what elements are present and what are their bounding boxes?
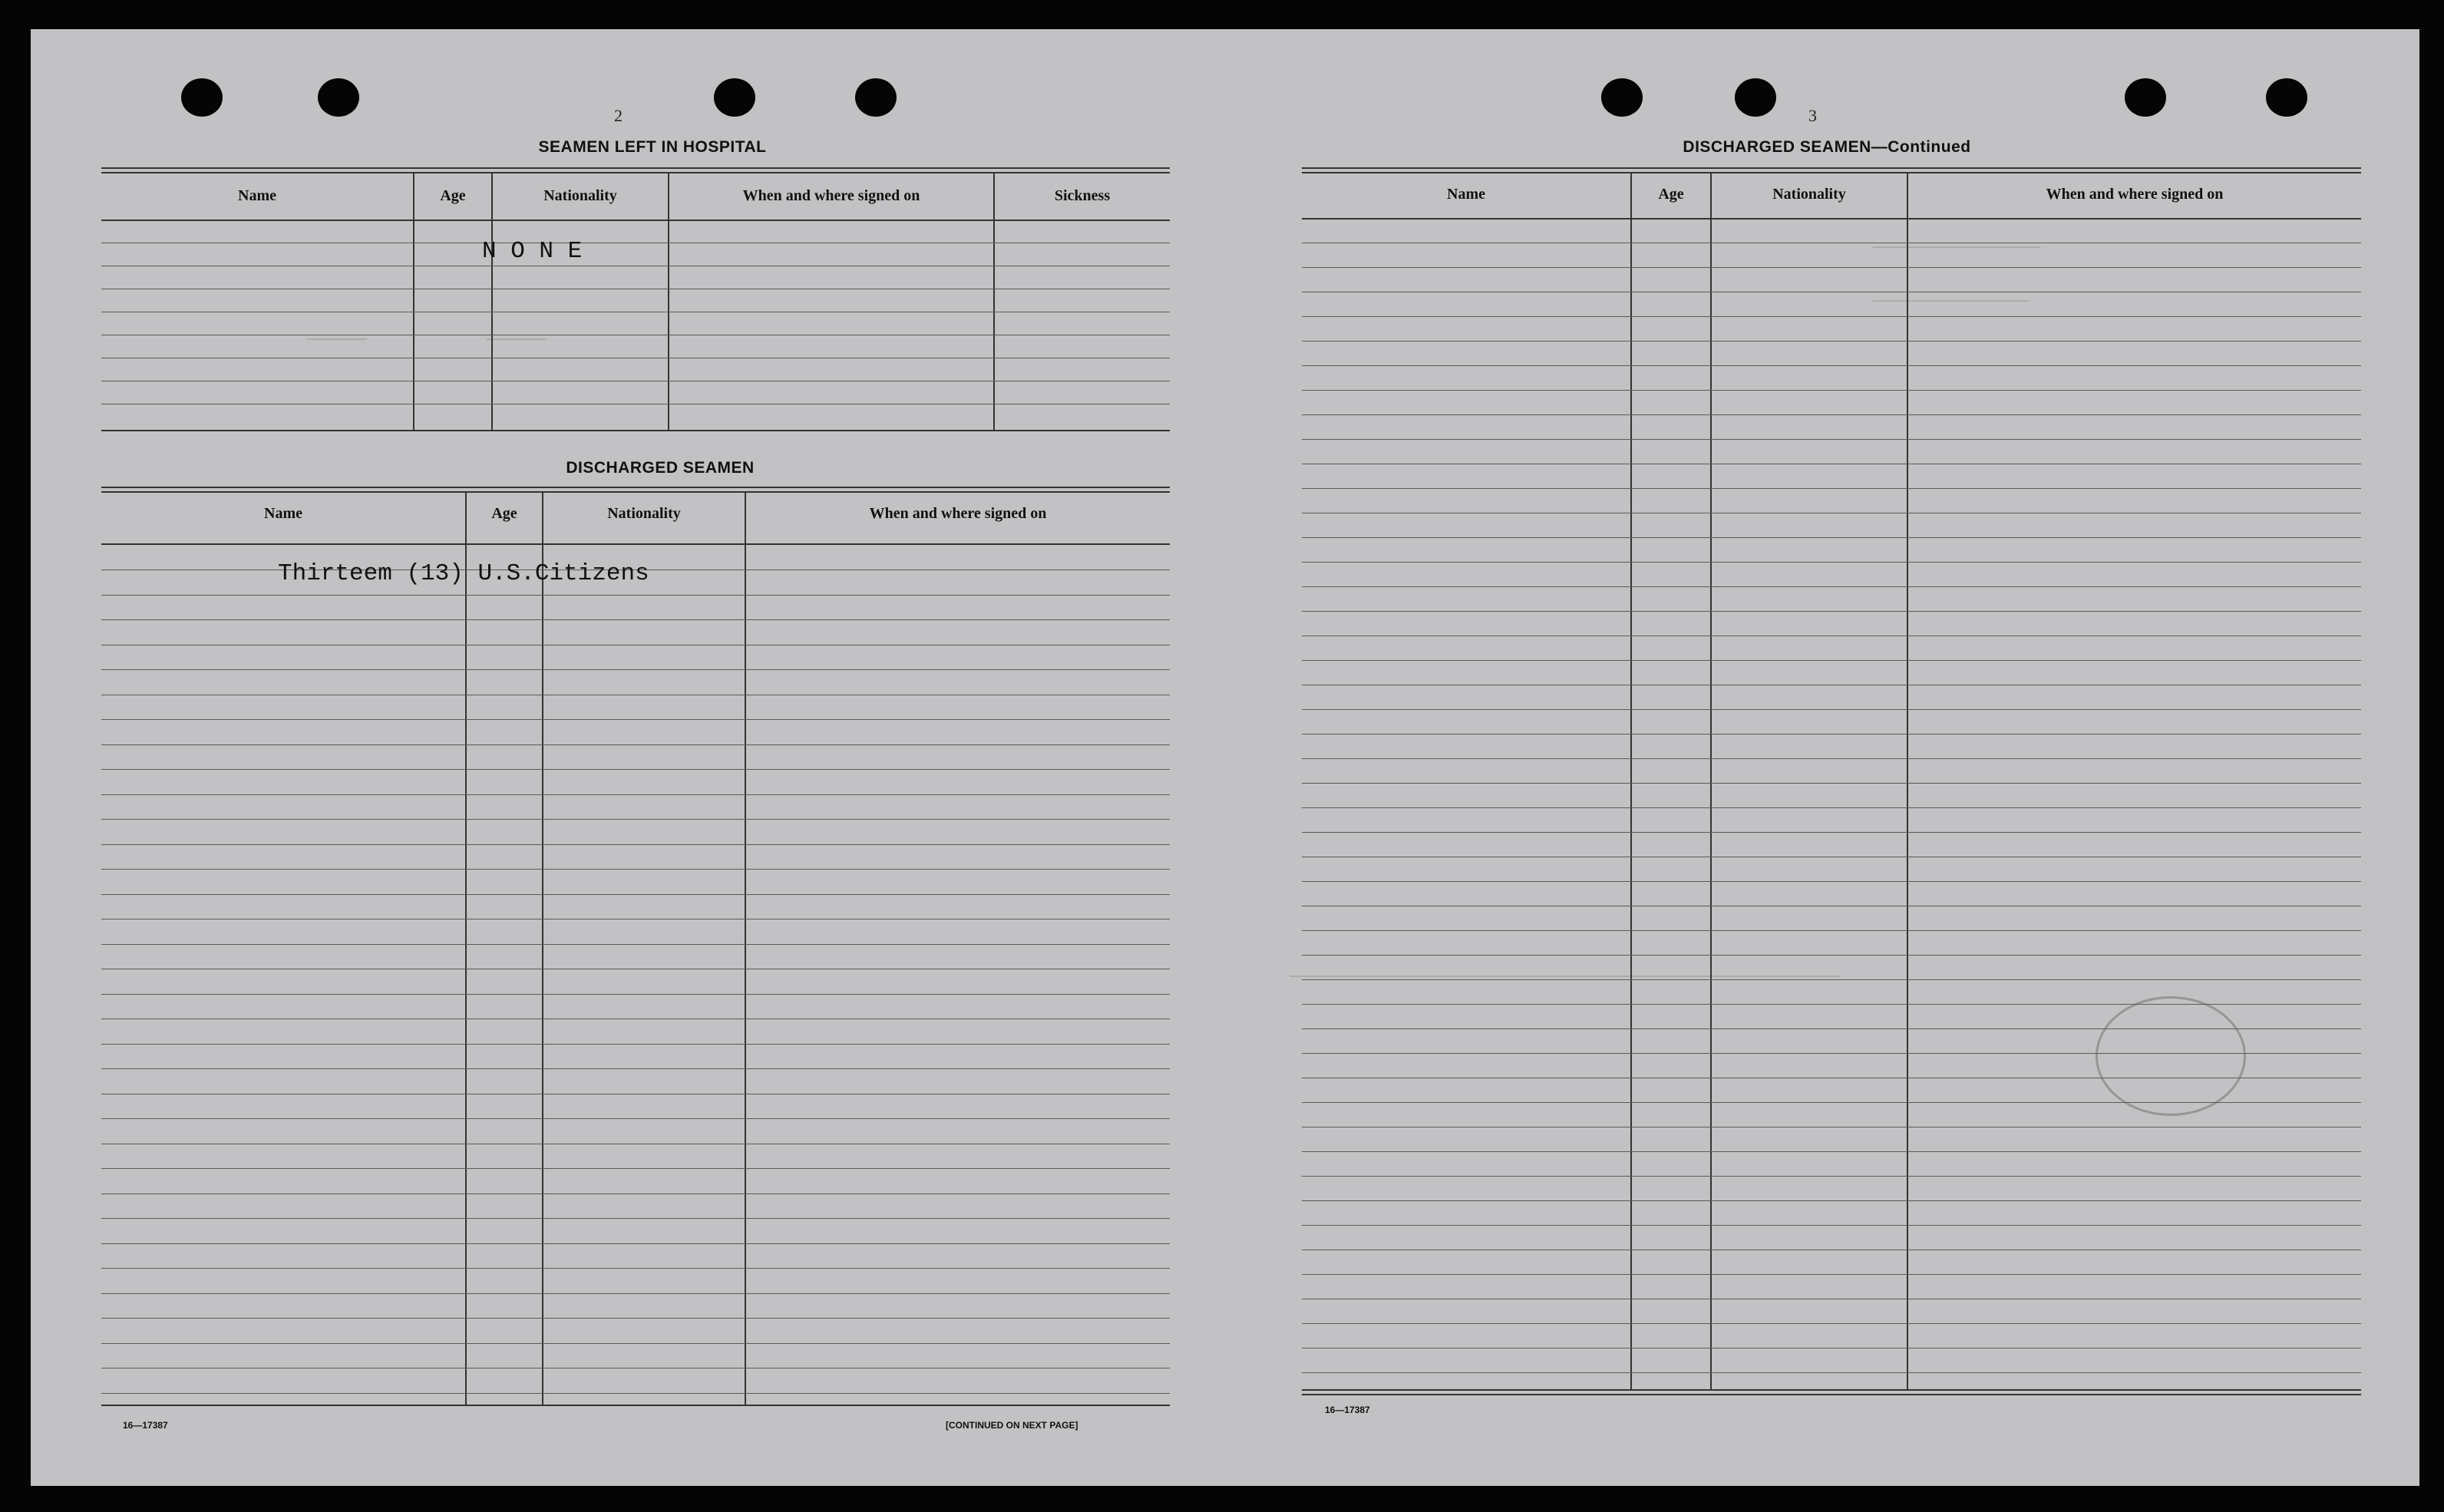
continued-table-top-rule <box>1302 172 2361 173</box>
ruled-line <box>1302 316 2361 317</box>
ruled-line <box>101 1393 1170 1394</box>
ruled-line <box>1302 488 2361 489</box>
ruled-line <box>101 1068 1170 1069</box>
punch-hole <box>714 78 755 117</box>
ruled-line <box>1302 1274 2361 1275</box>
ruled-line <box>101 1343 1170 1344</box>
continued-col-signed-on: When and where signed on <box>2046 186 2224 203</box>
ruled-line <box>1302 1053 2361 1054</box>
ruled-line <box>101 894 1170 895</box>
ruled-line <box>1302 807 2361 808</box>
ruled-line <box>1302 1151 2361 1152</box>
ruled-line <box>101 669 1170 670</box>
hospital-table-top-rule <box>101 172 1170 173</box>
discharged-section-title: DISCHARGED SEAMEN <box>566 459 755 477</box>
ruled-line <box>1302 1225 2361 1226</box>
punch-hole <box>855 78 897 117</box>
continued-table-bottom-rule <box>1302 1394 2361 1395</box>
hospital-col-signed-on: When and where signed on <box>742 187 920 204</box>
ruled-line <box>101 595 1170 596</box>
ruled-line <box>1302 660 2361 661</box>
punch-hole <box>1735 78 1776 117</box>
ruled-line <box>101 944 1170 945</box>
hospital-col-age: Age <box>440 187 466 204</box>
page-number-left: 2 <box>614 106 623 125</box>
continued-col-divider <box>1907 172 1908 1389</box>
bleed-through-mark: ────────────── <box>1873 236 2041 259</box>
ruled-line <box>1302 930 2361 931</box>
discharged-continued-title-main: DISCHARGED SEAMEN <box>1683 138 1871 156</box>
continued-col-divider <box>1710 172 1712 1389</box>
discharged-col-nationality: Nationality <box>607 505 681 522</box>
bleed-through-mark: ───── ───── <box>307 328 547 352</box>
form-number-right: 16—17387 <box>1325 1405 1370 1415</box>
hospital-col-sickness: Sickness <box>1054 187 1111 204</box>
discharged-continued-title-suffix: —Continued <box>1871 138 1971 156</box>
ruled-line <box>1302 734 2361 735</box>
ruled-line <box>1302 562 2361 563</box>
ruled-line <box>1302 439 2361 440</box>
punch-hole <box>2266 78 2307 117</box>
ruled-line <box>1302 267 2361 268</box>
ruled-line <box>1302 758 2361 759</box>
punch-hole <box>1601 78 1643 117</box>
ruled-line <box>101 1218 1170 1219</box>
discharged-typed-entry: Thirteem (13) U.S.Citizens <box>278 560 649 587</box>
ruled-line <box>1302 979 2361 980</box>
ruled-line <box>1302 537 2361 538</box>
ruled-line <box>1302 611 2361 612</box>
ruled-line <box>101 769 1170 770</box>
ruled-line <box>1302 365 2361 366</box>
discharged-table-header-rule <box>101 543 1170 545</box>
hospital-col-divider <box>413 172 414 430</box>
ruled-line <box>101 719 1170 720</box>
ruled-line <box>1302 1372 2361 1373</box>
hospital-col-divider <box>993 172 995 430</box>
faint-stamp-mark <box>2096 996 2246 1116</box>
page-number-right: 3 <box>1808 106 1817 125</box>
hospital-section-title: SEAMEN LEFT IN HOSPITAL <box>538 138 767 156</box>
ruled-line <box>1302 1200 2361 1201</box>
ruled-line <box>1302 709 2361 710</box>
hospital-table-header-rule <box>101 220 1170 221</box>
hospital-typed-entry: N O N E <box>482 238 583 265</box>
hospital-col-name: Name <box>238 187 276 204</box>
ruled-line <box>101 1168 1170 1169</box>
continued-col-nationality: Nationality <box>1772 186 1846 203</box>
continued-note: [CONTINUED ON NEXT PAGE] <box>946 1420 1078 1431</box>
bleed-through-mark: ───────────── <box>1873 290 2029 313</box>
ruled-line <box>101 744 1170 745</box>
continued-col-divider <box>1630 172 1632 1389</box>
ruled-line <box>101 1018 1170 1019</box>
ruled-line <box>1302 832 2361 833</box>
ruled-line <box>1302 955 2361 956</box>
ruled-line <box>1302 341 2361 342</box>
ruled-line <box>101 844 1170 845</box>
punch-hole <box>2125 78 2166 117</box>
hospital-table-top-rule <box>101 167 1170 169</box>
punch-hole <box>181 78 223 117</box>
continued-table-top-rule <box>1302 167 2361 169</box>
ruled-line <box>1302 1004 2361 1005</box>
form-number-left: 16—17387 <box>123 1420 168 1431</box>
continued-col-name: Name <box>1447 186 1485 203</box>
ruled-line <box>101 1243 1170 1244</box>
document-sheet <box>31 29 2419 1486</box>
hospital-table-bottom-rule <box>101 430 1170 431</box>
bleed-through-mark: ────────────────────────────────────────────── <box>1290 966 1841 989</box>
discharged-col-age: Age <box>491 505 517 522</box>
ruled-line <box>101 1318 1170 1319</box>
continued-table-header-rule <box>1302 218 2361 220</box>
hospital-col-divider <box>491 172 493 430</box>
hospital-col-nationality: Nationality <box>543 187 617 204</box>
ruled-line <box>101 1118 1170 1119</box>
ruled-line <box>1302 390 2361 391</box>
hospital-col-divider <box>668 172 669 430</box>
ruled-line <box>1302 586 2361 587</box>
ruled-line <box>1302 1102 2361 1103</box>
discharged-col-signed-on: When and where signed on <box>869 505 1047 522</box>
ruled-line <box>101 819 1170 820</box>
ruled-line <box>101 869 1170 870</box>
ruled-line <box>1302 1348 2361 1349</box>
ruled-line <box>101 1268 1170 1269</box>
discharged-table-top-rule <box>101 487 1170 488</box>
continued-col-age: Age <box>1658 186 1684 203</box>
ruled-line <box>101 1044 1170 1045</box>
ruled-line <box>101 1293 1170 1294</box>
ruled-line <box>101 794 1170 795</box>
continued-table-bottom-rule <box>1302 1389 2361 1391</box>
ruled-line <box>1302 414 2361 415</box>
ruled-line <box>1302 1323 2361 1324</box>
ruled-line <box>101 1193 1170 1194</box>
ruled-line <box>1302 783 2361 784</box>
ruled-line <box>101 619 1170 620</box>
discharged-table-top-rule <box>101 491 1170 493</box>
punch-hole <box>318 78 359 117</box>
ruled-line <box>1302 1028 2361 1029</box>
ruled-line <box>101 994 1170 995</box>
discharged-col-name: Name <box>264 505 302 522</box>
ruled-line <box>1302 1176 2361 1177</box>
ruled-line <box>1302 881 2361 882</box>
discharged-table-bottom-rule <box>101 1405 1170 1406</box>
discharged-continued-title <box>1597 138 2057 157</box>
